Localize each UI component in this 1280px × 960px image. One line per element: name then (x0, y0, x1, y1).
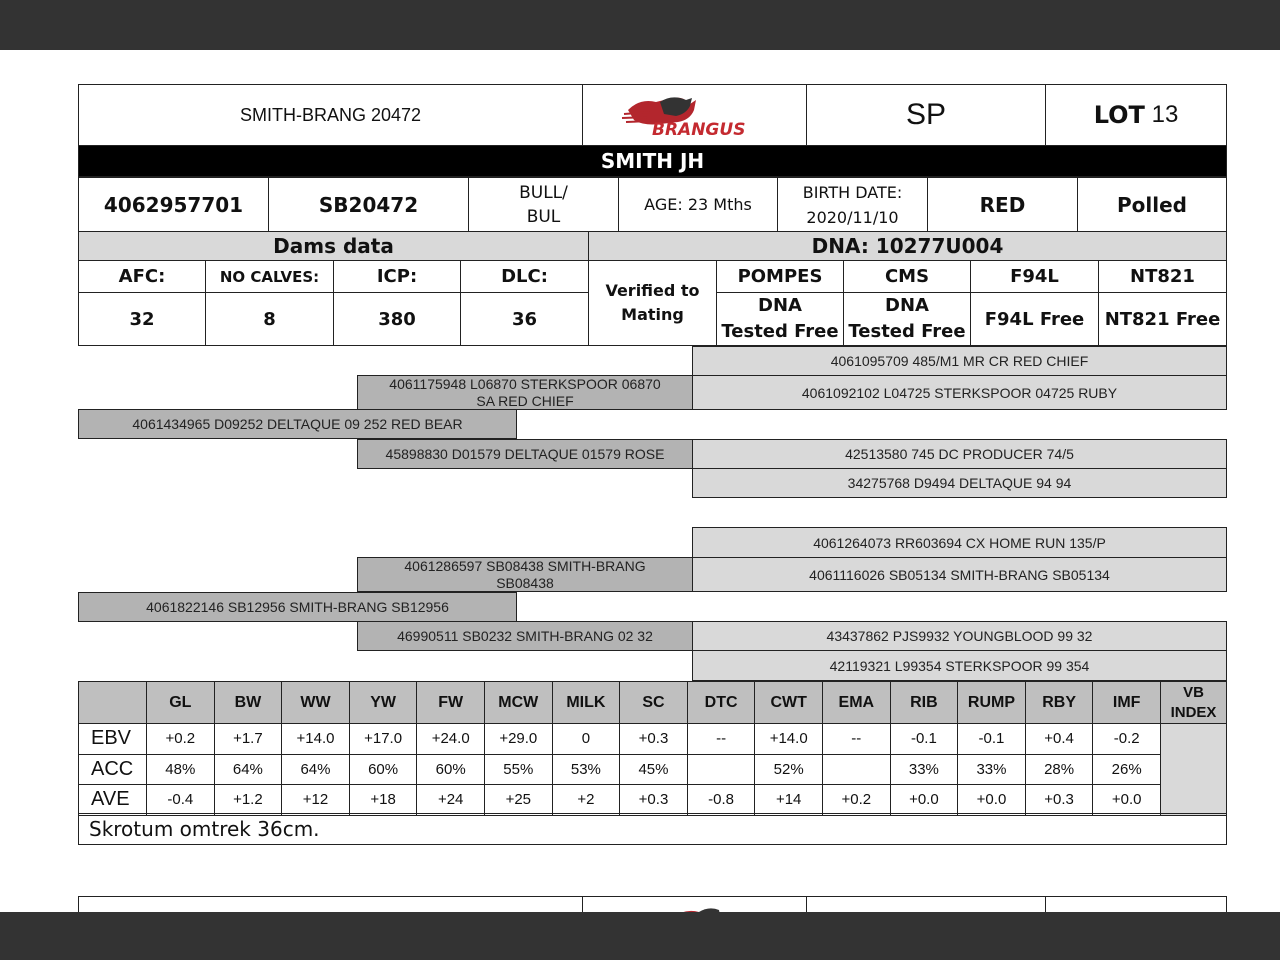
ebv-row-label: EBV (78, 723, 147, 755)
pedigree-dam-dam-dam: 42119321 L99354 STERKSPOOR 99 354 (692, 650, 1227, 681)
pedigree-line-1: 4061175948 L06870 STERKSPOOR 06870 (389, 375, 661, 392)
ebv-cell: 33% (957, 754, 1026, 786)
dams-value: 36 (460, 292, 589, 346)
ebv-cell: 64% (214, 754, 283, 786)
pedigree-dam-sire-sire: 4061264073 RR603694 CX HOME RUN 135/P (692, 527, 1227, 558)
ebv-column-header: FW (416, 681, 485, 724)
dna-result-line-1: DNA (758, 295, 802, 316)
ebv-cell: 60% (416, 754, 485, 786)
color: RED (927, 177, 1078, 232)
ebv-cell: 28% (1025, 754, 1094, 786)
vb-line-1: VB (1183, 683, 1204, 701)
dams-value: 8 (205, 292, 334, 346)
dna-title: DNA: 10277U004 (588, 231, 1227, 261)
ebv-cell: +18 (349, 784, 418, 816)
sex-line-1: BULL/ (519, 182, 568, 203)
ebv-column-header: BW (214, 681, 283, 724)
ebv-row-label: AVE (78, 784, 147, 816)
lot-label: LOT (1093, 101, 1145, 129)
ebv-cell: +14.0 (281, 723, 350, 755)
pedigree-line-2: SB08438 (496, 574, 554, 591)
ebv-cell: +0.4 (1025, 723, 1094, 755)
ebv-cell: +0.0 (1092, 784, 1161, 816)
pedigree-sire-sire-sire: 4061095709 485/M1 MR CR RED CHIEF (692, 346, 1227, 376)
ebv-cell: 53% (552, 754, 621, 786)
ebv-cell: 64% (281, 754, 350, 786)
vb-index-value (1160, 723, 1227, 816)
ebv-column-header: CWT (754, 681, 823, 724)
ebv-cell: +0.0 (957, 784, 1026, 816)
ebv-cell: -- (822, 723, 891, 755)
ebv-cell: 45% (619, 754, 688, 786)
ebv-cell: +0.2 (146, 723, 215, 755)
ebv-cell: +0.3 (619, 784, 688, 816)
dna-test-result: F94L Free (970, 292, 1099, 346)
dna-test-result (843, 292, 971, 346)
top-bar (0, 0, 1280, 50)
pedigree-sire-dam-sire: 42513580 745 DC PRODUCER 74/5 (692, 439, 1227, 469)
ebv-cell: -0.4 (146, 784, 215, 816)
ebv-cell: +24 (416, 784, 485, 816)
dna-test-name: NT821 (1098, 260, 1227, 293)
ebv-column-header: RUMP (957, 681, 1026, 724)
comment: Skrotum omtrek 36cm. (78, 813, 1227, 845)
ebv-cell: +1.7 (214, 723, 283, 755)
ebv-cell: -0.8 (687, 784, 756, 816)
ebv-cell: +0.3 (1025, 784, 1094, 816)
birth-date-label: BIRTH DATE: (802, 182, 903, 202)
pedigree-sire: 4061434965 D09252 DELTAQUE 09 252 RED BEAR (78, 409, 517, 439)
dams-header: AFC: (78, 260, 206, 293)
bottom-bar (0, 912, 1280, 960)
ebv-cell: +0.3 (619, 723, 688, 755)
ebv-cell: -0.1 (890, 723, 959, 755)
ebv-cell: -0.1 (957, 723, 1026, 755)
dna-test-result: NT821 Free (1098, 292, 1227, 346)
ebv-column-header: IMF (1092, 681, 1161, 724)
ebv-column-header: DTC (687, 681, 756, 724)
age: AGE: 23 Mths (618, 177, 778, 232)
pedigree-line-1: 4061286597 SB08438 SMITH-BRANG (404, 557, 646, 574)
svg-text:BRANGUS: BRANGUS (651, 120, 745, 138)
lot-number: 13 (1151, 101, 1179, 128)
ebv-cell: +14 (754, 784, 823, 816)
ebv-cell: 60% (349, 754, 418, 786)
ebv-cell: 0 (552, 723, 621, 755)
brangus-logo (582, 84, 807, 146)
dna-test-name: F94L (970, 260, 1099, 293)
ebv-cell: 26% (1092, 754, 1161, 786)
dams-title: Dams data (78, 231, 589, 261)
dams-header: NO CALVES: (205, 260, 334, 293)
ebv-cell: +0.0 (890, 784, 959, 816)
ebv-cell: +24.0 (416, 723, 485, 755)
verified-to-mating (588, 260, 717, 346)
pedigree-sire-sire (357, 375, 693, 410)
pedigree-line-2: SA RED CHIEF (476, 392, 574, 409)
pedigree-sire-sire-dam: 4061092102 L04725 STERKSPOOR 04725 RUBY (692, 375, 1227, 410)
bull-head-icon (620, 92, 770, 138)
ebv-cell: +25 (484, 784, 553, 816)
dams-value: 380 (333, 292, 461, 346)
pedigree-dam-sire (357, 557, 693, 592)
ebv-cell: 48% (146, 754, 215, 786)
ebv-column-header: EMA (822, 681, 891, 724)
pedigree-dam-dam: 46990511 SB0232 SMITH-BRANG 02 32 (357, 621, 693, 651)
birth-date-cell (777, 177, 928, 232)
dna-result-line-1: DNA (885, 295, 929, 316)
ebv-column-header: RIB (890, 681, 959, 724)
ebv-cell: 33% (890, 754, 959, 786)
ebv-column-header: WW (281, 681, 350, 724)
ebv-column-header: MCW (484, 681, 553, 724)
tattoo: SB20472 (268, 177, 469, 232)
ebv-cell: +12 (281, 784, 350, 816)
sex-cell (468, 177, 619, 232)
ebv-cell: +29.0 (484, 723, 553, 755)
ebv-column-header: YW (349, 681, 418, 724)
pedigree-dam-dam-sire: 43437862 PJS9932 YOUNGBLOOD 99 32 (692, 621, 1227, 651)
ebv-column-header: GL (146, 681, 215, 724)
ebv-cell: 52% (754, 754, 823, 786)
dna-test-name: CMS (843, 260, 971, 293)
ebv-column-header: SC (619, 681, 688, 724)
verified-line-1: Verified to (605, 281, 700, 300)
ebv-cell: +14.0 (754, 723, 823, 755)
animal-name: SMITH-BRANG 20472 (78, 84, 583, 146)
sex-line-2: BUL (526, 206, 561, 227)
horn-status: Polled (1077, 177, 1227, 232)
vb-line-2: INDEX (1170, 703, 1217, 721)
pedigree-dam-sire-dam: 4061116026 SB05134 SMITH-BRANG SB05134 (692, 557, 1227, 592)
code-cell: SP (806, 84, 1046, 146)
pedigree-sire-dam: 45898830 D01579 DELTAQUE 01579 ROSE (357, 439, 693, 469)
ebv-cell (687, 754, 756, 786)
dna-result-line-2: Tested Free (848, 321, 966, 342)
dna-test-result (716, 292, 844, 346)
dna-result-line-2: Tested Free (721, 321, 839, 342)
birth-date: 2020/11/10 (806, 207, 899, 227)
pedigree-sire-dam-dam: 34275768 D9494 DELTAQUE 94 94 (692, 468, 1227, 498)
ebv-cell: -0.2 (1092, 723, 1161, 755)
ebv-column-header: MILK (552, 681, 621, 724)
ebv-cell: +17.0 (349, 723, 418, 755)
ebv-header-corner (78, 681, 147, 724)
pedigree-dam: 4061822146 SB12956 SMITH-BRANG SB12956 (78, 592, 517, 622)
dams-header: DLC: (460, 260, 589, 293)
ebv-cell: 55% (484, 754, 553, 786)
vb-index-header (1160, 681, 1227, 724)
ebv-cell: +0.2 (822, 784, 891, 816)
ebv-cell: +1.2 (214, 784, 283, 816)
lot-cell (1045, 84, 1227, 146)
ebv-cell: -- (687, 723, 756, 755)
ebv-row-label: ACC (78, 754, 147, 786)
ebv-cell: +2 (552, 784, 621, 816)
registration-number: 4062957701 (78, 177, 269, 232)
dams-value: 32 (78, 292, 206, 346)
dams-header: ICP: (333, 260, 461, 293)
ebv-cell (822, 754, 891, 786)
ebv-column-header: RBY (1025, 681, 1094, 724)
breeder-name: SMITH JH (78, 145, 1227, 177)
dna-test-name: POMPES (716, 260, 844, 293)
verified-line-2: Mating (621, 305, 684, 324)
